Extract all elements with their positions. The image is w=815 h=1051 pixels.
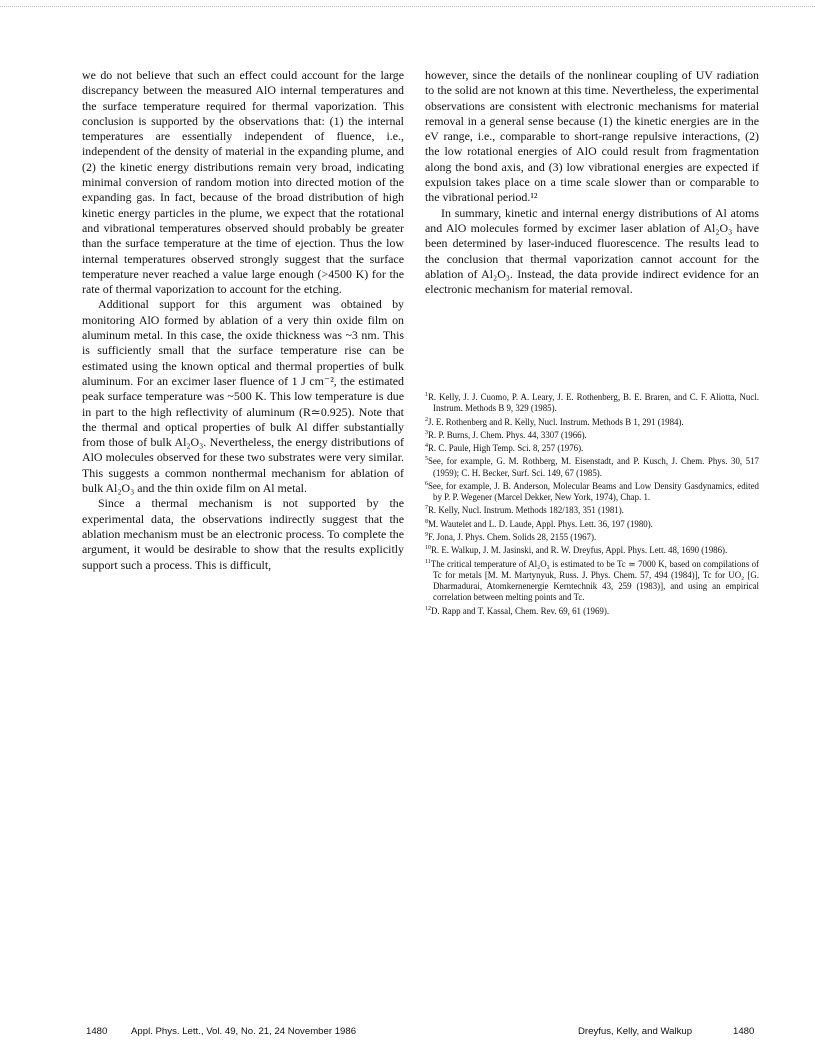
page-number-left: 1480: [86, 1026, 108, 1037]
reference-item: $^3$R. P. Burns, J. Chem. Phys. 44, 3307 (1966).: [425, 429, 587, 440]
reference-item: $^1$R. Kelly, J. J. Cuomo, P. A. Leary, J. E. Rothenberg, B. E. Braren, and C. F. Aliotta, Nucl. Instrum. Methods B 9, 329 (1985).: [425, 391, 759, 414]
body-paragraph: Since a thermal mechanism is not supported by the experimental data, the observations indirectly suggest that the ablation mechanism must be an electronic process. To complete the argument, it would be desirable to show that the results explicitly support such a process. This is difficult,: [82, 496, 404, 572]
left-column: [82, 68, 404, 573]
reference-item: $^{10}$R. E. Walkup, J. M. Jasinski, and R. W. Dreyfus, Appl. Phys. Lett. 48, 1690 (1986).: [425, 545, 728, 556]
reference-item: $^{12}$D. Rapp and T. Kassal, Chem. Rev. 69, 61 (1969).: [425, 605, 610, 616]
page-footer: [0, 1026, 815, 1040]
reference-item: $^4$R. C. Paule, High Temp. Sci. 8, 257 (1976).: [425, 443, 584, 454]
reference-item: $^9$F. Jona, J. Phys. Chem. Solids 28, 2155 (1967).: [425, 531, 597, 542]
reference-item: $^5$See, for example, G. M. Rothberg, M. Eisenstadt, and P. Kusch, J. Chem. Phys. 30, 517 (1959); C. H. Becker, Surf. Sci. 149, 67 (1985).: [425, 456, 759, 478]
body-paragraph: however, since the details of the nonlinear coupling of UV radiation to the solid are not known at this time. Nevertheless, the experimental observations are consistent with electronic mechanisms for material removal in a general sense because (1) the kinetic energies are in the eV range, i.e., comparable to short-range repulsive interactions, (2) the low rotational energies of AlO could result from fragmentation along the bond axis, and (3) low vibrational energies are expected if expulsion takes place on a time scale slower than or comparable to the vibrational period.¹²: [425, 68, 759, 205]
body-paragraph: In summary, kinetic and internal energy distributions of Al atoms and AlO molecules formed by excimer laser ablation of Al₂O₃ have been determined by laser-induced fluorescence. The results lead to the conclusion that thermal vaporization cannot account for the ablation of Al₂O₃. Instead, the data provide indirect evidence for an electronic mechanism for material removal.: [425, 205, 759, 297]
body-paragraph: we do not believe that such an effect could account for the large discrepancy between the measured AlO internal temperatures and the surface temperature required for thermal vaporization. This conclusion is supported by the observations that: (1) the internal temperatures are essentially independent of fluence, i.e., independent of the density of material in the expanding plume, and (2) the kinetic energy distributions remain very broad, indicating minimal conversion of random motion into directed motion of the expanding gas. In fact, because of the broad distribution of high kinetic energy particles in the plume, we expect that the rotational and vibrational temperatures observed should probably be greater than the surface temperature at the time of ejection. Thus the low internal temperatures observed strongly suggest that the surface temperature never reached a value large enough (>4500 K) for the rate of thermal vaporization to account for the etching.: [82, 68, 404, 297]
running-authors: Dreyfus, Kelly, and Walkup: [578, 1026, 693, 1037]
journal-citation: Appl. Phys. Lett., Vol. 49, No. 21, 24 November 1986: [131, 1026, 357, 1037]
body-paragraph: Additional support for this argument was obtained by monitoring AlO formed by ablation of a very thin oxide film on aluminum metal. In this case, the oxide thickness was ~3 nm. This is sufficiently small that the surface temperature rise can be estimated using the known optical and thermal properties of bulk aluminum. For an excimer laser fluence of 1 J cm⁻², the estimated peak surface temperature was ~500 K. This low temperature is due in part to the high reflectivity of aluminum (R≃0.925). Note that the thermal and optical properties of bulk Al differ substantially from those of bulk Al₂O₃. Nevertheless, the energy distributions of AlO molecules observed for these two substrates were very similar. This suggests a common nonthermal mechanism for ablation of bulk Al₂O₃ and the thin oxide film on Al metal.: [82, 297, 404, 496]
reference-item: $^{11}$The critical temperature of Al₂O₃ is estimated to be Tc ≃ 7000 K, based on compilations of Tc for metals [M. M. Martynyuk, Russ. J. Phys. Chem. 57, 494 (1984)], Tc for UO₂ [G. Dharmadurai, Atomkernenergie Kerntechnik 43, 259 (1983)], and using an empirical correlation between melting points and Tc.: [425, 558, 759, 603]
reference-item: $^8$M. Wautelet and L. D. Laude, Appl. Phys. Lett. 36, 197 (1980).: [425, 518, 653, 529]
top-scan-rule: [0, 6, 815, 7]
page-number-right: 1480: [733, 1026, 755, 1037]
right-column: [425, 68, 759, 297]
reference-list: [425, 390, 759, 617]
reference-item: $^7$R. Kelly, Nucl. Instrum. Methods 182/183, 351 (1981).: [425, 505, 624, 516]
reference-item: $^6$See, for example, J. B. Anderson, Molecular Beams and Low Density Gasdynamics, edited by P. P. Wegener (Marcel Dekker, New York, 1974), Chap. 1.: [425, 480, 759, 503]
reference-item: $^2$J. E. Rothenberg and R. Kelly, Nucl. Instrum. Methods B 1, 291 (1984).: [425, 416, 684, 427]
